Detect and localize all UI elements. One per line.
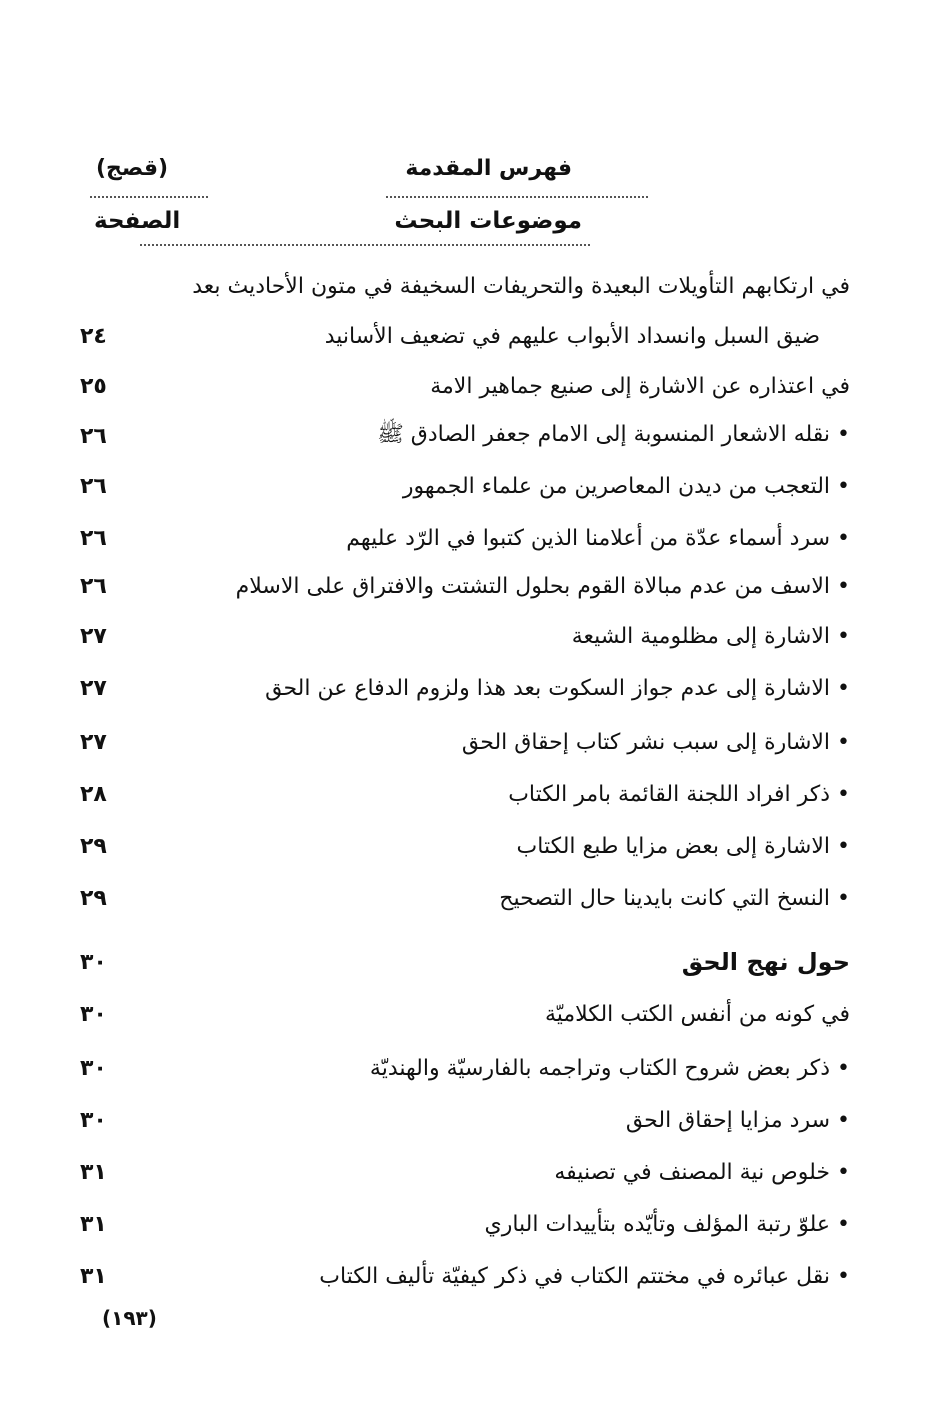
toc-entry-page: ٢٦	[80, 423, 107, 449]
title-underline	[386, 196, 648, 198]
column-header-topics: موضوعات البحث	[394, 208, 582, 234]
toc-entry	[80, 616, 850, 656]
toc-entry-topic: • ذكر بعض شروح الكتاب وتراجمه بالفارسيّة والهنديّة	[369, 1055, 850, 1081]
toc-entry	[80, 366, 850, 406]
toc-entry-page: ٢٦	[80, 573, 107, 599]
toc-entry-page: ٣١	[80, 1211, 107, 1237]
toc-entry	[80, 1204, 850, 1244]
toc-entry	[80, 316, 850, 356]
header-underline	[140, 244, 590, 246]
toc-entry	[80, 1152, 850, 1192]
toc-entry-topic: • الاشارة إلى مظلومية الشيعة	[571, 623, 850, 649]
toc-entry-topic: ضيق السبل وانسداد الأبواب عليهم في تضعيف الأسانيد	[324, 323, 820, 349]
toc-entry-page: ٣٠	[80, 1107, 107, 1133]
toc-entry-topic: حول نهج الحق	[681, 948, 850, 976]
toc-entry	[80, 566, 850, 606]
toc-entry	[80, 466, 850, 506]
toc-entry-page: ٢٩	[80, 833, 107, 859]
toc-entry	[80, 1048, 850, 1088]
toc-entry-page: ٣٠	[80, 1001, 107, 1027]
toc-entry	[80, 826, 850, 866]
toc-entry-topic: • النسخ التي كانت بايدينا حال التصحيح	[499, 885, 850, 911]
toc-entry-topic: في ارتكابهم التأويلات البعيدة والتحريفات السخيفة في متون الأحاديث بعد	[192, 273, 850, 299]
toc-entry	[80, 942, 850, 982]
toc-entry-page: ٢٤	[80, 323, 107, 349]
toc-entry-topic: • الاسف من عدم مبالاة القوم بحلول التشتت والافتراق على الاسلام	[235, 573, 850, 599]
toc-entry	[80, 722, 850, 762]
toc-entry-page: ٢٧	[80, 623, 107, 649]
toc-entry-page: ٢٧	[80, 675, 107, 701]
toc-entry-page: ٢٧	[80, 729, 107, 755]
toc-entry	[80, 994, 850, 1034]
toc-entry	[80, 1100, 850, 1140]
index-title: فهرس المقدمة	[405, 156, 572, 181]
label-underline	[90, 196, 208, 198]
toc-entry	[80, 774, 850, 814]
toc-entry-topic: • علوّ رتبة المؤلف وتأيّده بتأييدات الباري	[484, 1211, 850, 1237]
toc-entry-topic: • الاشارة إلى عدم جواز السكوت بعد هذا ولزوم الدفاع عن الحق	[265, 675, 850, 701]
toc-entry	[80, 1256, 850, 1296]
column-header-page: الصفحة	[94, 208, 181, 234]
toc-entry	[80, 668, 850, 708]
toc-entry-topic: • نقله الاشعار المنسوبة إلى الامام جعفر الصادق ﷺ	[377, 422, 850, 447]
toc-entry-topic: • ذكر افراد اللجنة القائمة بامر الكتاب	[508, 781, 850, 807]
toc-entry-page: ٢٥	[80, 373, 107, 399]
toc-entry-page: ٣١	[80, 1263, 107, 1289]
toc-entry	[80, 416, 850, 456]
toc-entry-page: ٣٠	[80, 1055, 107, 1081]
toc-entry-page: ٣١	[80, 1159, 107, 1185]
page-number: (١٩٣)	[102, 1306, 157, 1330]
toc-entry-topic: • نقل عبائره في مختتم الكتاب في ذكر كيفيّة تأليف الكتاب	[319, 1263, 850, 1289]
toc-entry	[80, 266, 850, 306]
toc-entry	[80, 878, 850, 918]
toc-entry-topic: في كونه من أنفس الكتب الكلاميّة	[544, 1001, 850, 1027]
toc-entry-page: ٢٦	[80, 525, 107, 551]
header-left-label: (قصج)	[96, 156, 169, 181]
toc-entry-page: ٢٦	[80, 473, 107, 499]
toc-entry-topic: • الاشارة إلى سبب نشر كتاب إحقاق الحق	[461, 729, 850, 755]
toc-entry-page: ٢٩	[80, 885, 107, 911]
toc-entry-page: ٣٠	[80, 949, 107, 975]
toc-entry-topic: • سرد مزايا إحقاق الحق	[625, 1107, 850, 1133]
toc-entry-topic: في اعتذاره عن الاشارة إلى صنيع جماهير الامة	[430, 373, 850, 399]
toc-entry-topic: • الاشارة إلى بعض مزايا طبع الكتاب	[516, 833, 850, 859]
toc-entry	[80, 518, 850, 558]
toc-entry-topic: • خلوص نية المصنف في تصنيفه	[554, 1159, 850, 1185]
toc-entry-topic: • التعجب من ديدن المعاصرين من علماء الجمهور	[402, 473, 850, 499]
toc-entry-page: ٢٨	[80, 781, 107, 807]
toc-entry-topic: • سرد أسماء عدّة من أعلامنا الذين كتبوا في الرّد عليهم	[346, 525, 850, 551]
